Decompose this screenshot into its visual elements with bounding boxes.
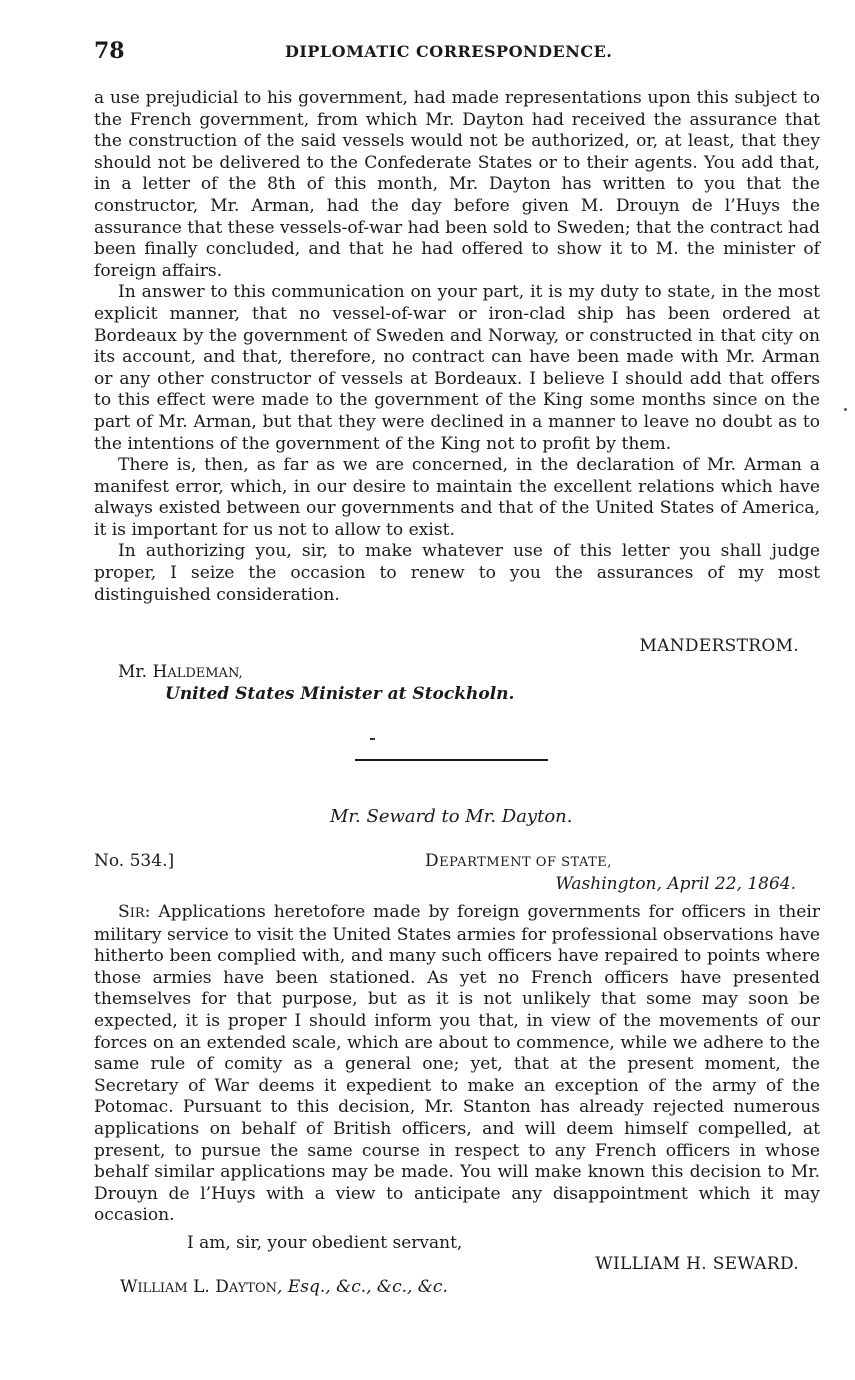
- letter1-signature: MANDERSTROM.: [639, 636, 799, 656]
- salutation: SIR: [118, 902, 145, 922]
- letter2-closing: I am, sir, your obedient servant,: [187, 1233, 463, 1253]
- paragraph: In authorizing you, sir, to make whatever use of this letter you shall judge proper, I seize the occasion to renew to you the assurances of my most distinguished consideration.: [94, 541, 820, 605]
- letter2-signature: WILLIAM H. SEWARD.: [595, 1254, 799, 1274]
- letter2-department: DEPARTMENT OF STATE,: [425, 851, 612, 871]
- letter2-body: [94, 902, 820, 1227]
- letter1-body: [94, 88, 820, 606]
- letter2-dateline: Washington, April 22, 1864.: [555, 874, 796, 894]
- page-number: 78: [94, 38, 125, 64]
- margin-mark: [844, 408, 847, 411]
- dot-mark: [370, 738, 375, 740]
- letter2-heading: Mr. Seward to Mr. Dayton.: [330, 806, 573, 827]
- paragraph: There is, then, as far as we are concerned, in the declaration of Mr. Arman a manifest error, which, in our desire to maintain the excellent relations which have always existed between our governments and that of the United States of America, it is important for us not to allow to exist.: [94, 455, 820, 540]
- letter1-addressee-title: United States Minister at Stockholn.: [165, 684, 515, 704]
- paragraph: a use prejudicial to his government, had made representations upon this subject to the French government, from which Mr. Dayton had received the assurance that the construction of the said vessels would not be authorized, or, at least, that they should not be delivered to the Confederate States or to their agents. You add that, in a letter of the 8th of this month, Mr. Dayton has written to you that the constructor, Mr. Arman, had the day before given M. Drouyn de l’Huys the assurance that these vessels-of-war had been sold to Sweden; that the contract had been finally concluded, and that he had offered to show it to M. the minister of foreign affairs.: [94, 88, 820, 281]
- letter1-addressee: Mr. HALDEMAN,: [118, 662, 243, 682]
- letter2-number: No. 534.]: [94, 851, 175, 871]
- letter2-addressee: WILLIAM L. DAYTON, Esq., &c., &c., &c.: [120, 1277, 448, 1297]
- running-head: DIPLOMATIC CORRESPONDENCE.: [285, 42, 613, 61]
- section-divider: [355, 759, 548, 761]
- paragraph: In answer to this communication on your part, it is my duty to state, in the most explicit manner, that no vessel-of-war or iron-clad ship has been ordered at Bordeaux by the government of Sweden and Norway, or constructed in that city on its account, and that, therefore, no contract can have been made with Mr. Arman or any other constructor of vessels at Bordeaux. I believe I should add that offers to this effect were made to the government of the King some months since on the part of Mr. Arman, but that they were declined in a manner to leave no doubt as to the intentions of the government of the King not to profit by them.: [94, 282, 820, 454]
- paragraph: SIR: Applications heretofore made by foreign governments for officers in their military service to visit the United States armies for professional observations have hitherto been complied with, and many such officers have repaired to points where those armies have been stationed. As yet no French officers have presented themselves for that purpose, but as it is not unlikely that some may soon be expected, it is proper I should inform you that, in view of the movements of our forces on an extended scale, which are about to commence, while we adhere to the same rule of comity as a general one; yet, that at the present moment, the Secretary of War deems it expedient to make an exception of the army of the Potomac. Pursuant to this decision, Mr. Stanton has already rejected numerous applications on behalf of British officers, and will deem himself compelled, at present, to pursue the same course in respect to any French officers in whose behalf similar applications may be made. You will make known this decision to Mr. Drouyn de l’Huys with a view to anticipate any disappointment which it may occasion.: [94, 902, 820, 1226]
